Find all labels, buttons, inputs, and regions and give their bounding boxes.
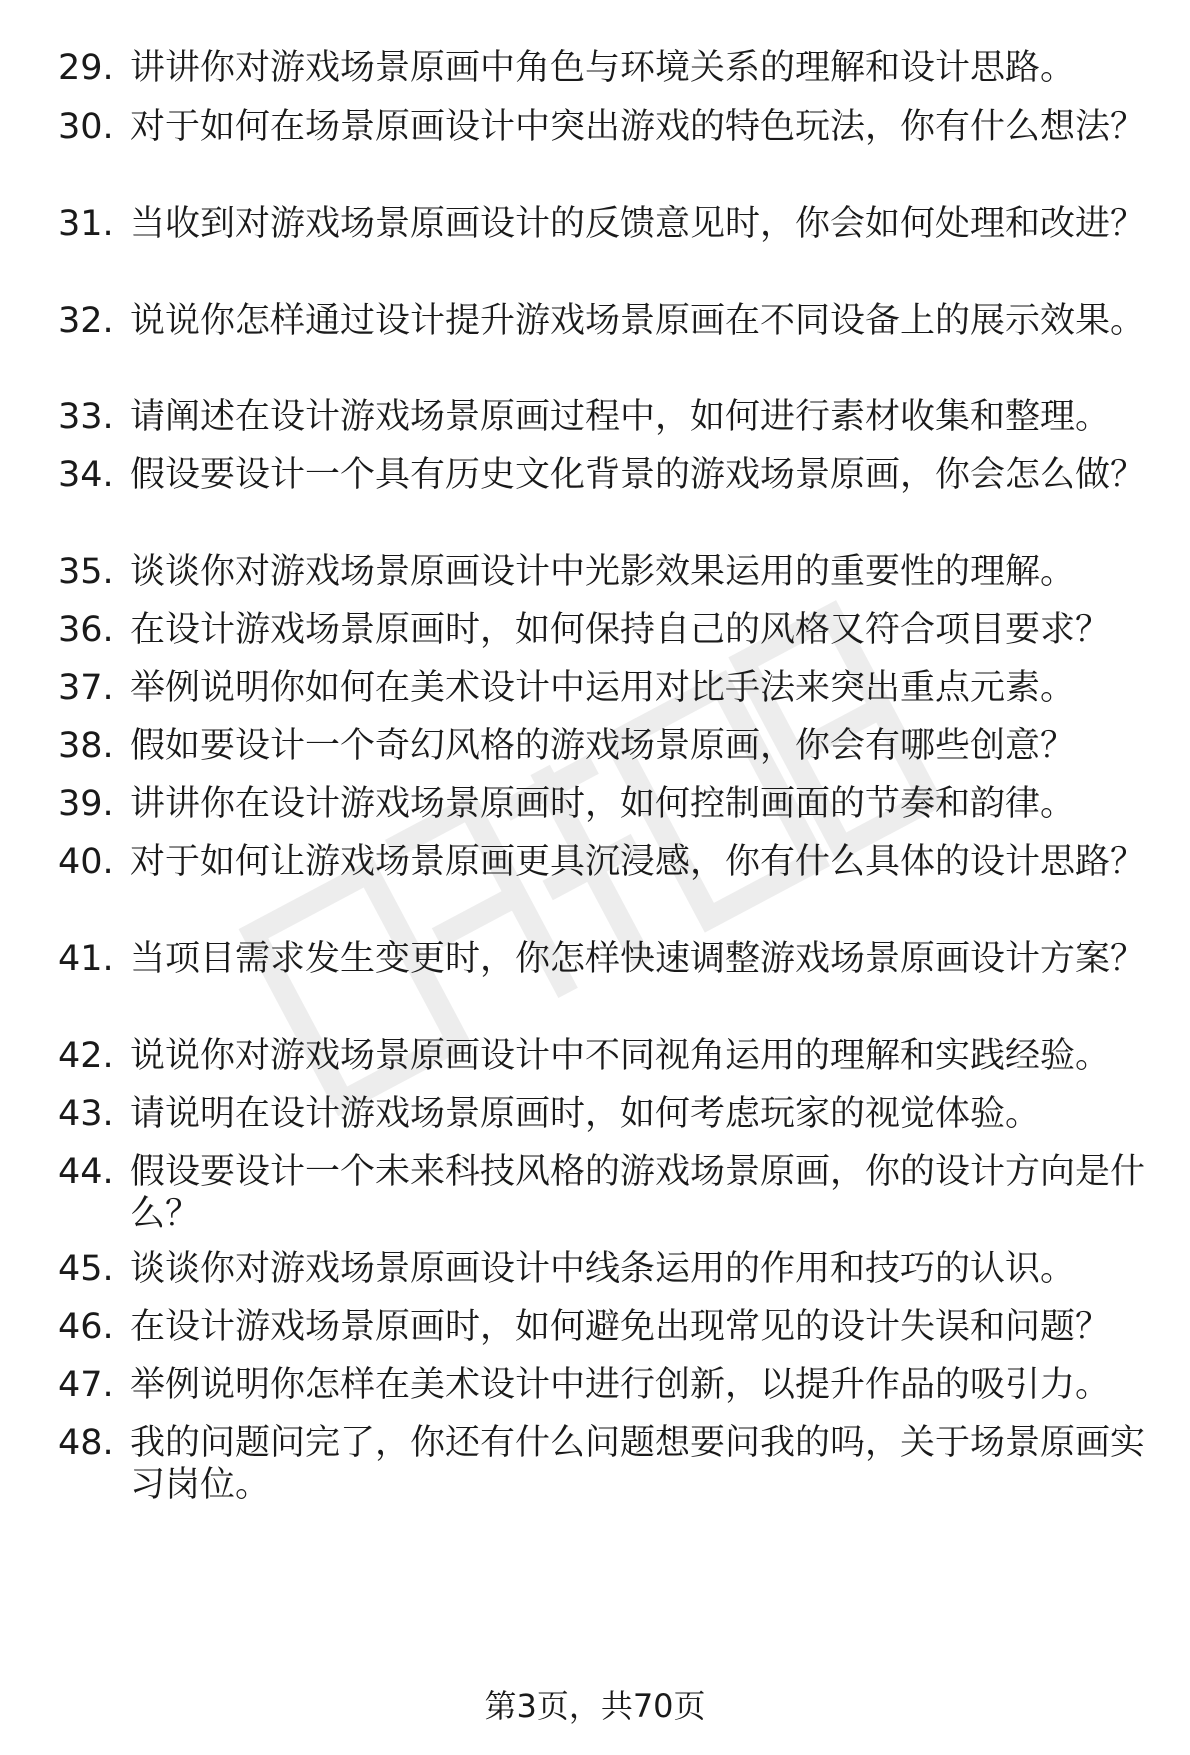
question-number: 44. <box>58 1152 114 1192</box>
question-text: 谈谈你对游戏场景原画设计中光影效果运用的重要性的理解。 <box>130 552 1076 592</box>
question-text: 当项目需求发生变更时，你怎样快速调整游戏场景原画设计方案？ <box>130 939 1146 979</box>
question-number: 40. <box>58 842 114 882</box>
question-text: 当收到对游戏场景原画设计的反馈意见时，你会如何处理和改进？ <box>130 204 1146 244</box>
question-text: 举例说明你怎样在美术设计中进行创新，以提升作品的吸引力。 <box>130 1365 1111 1405</box>
question-text: 在设计游戏场景原画时，如何避免出现常见的设计失误和问题？ <box>130 1307 1111 1347</box>
question-text: 说说你怎样通过设计提升游戏场景原画在不同设备上的展示效果。 <box>130 301 1146 341</box>
question-number: 47. <box>58 1365 114 1405</box>
question-number: 42. <box>58 1036 114 1076</box>
question-text: 请阐述在设计游戏场景原画过程中，如何进行素材收集和整理。 <box>130 397 1111 437</box>
question-text: 假如要设计一个奇幻风格的游戏场景原画，你会有哪些创意？ <box>130 726 1076 766</box>
question-number: 34. <box>58 455 114 495</box>
question-number: 46. <box>58 1307 114 1347</box>
question-text: 谈谈你对游戏场景原画设计中线条运用的作用和技巧的认识。 <box>130 1249 1076 1289</box>
question-number: 48. <box>58 1423 114 1463</box>
question-number: 41. <box>58 939 114 979</box>
question-text: 讲讲你在设计游戏场景原画时，如何控制画面的节奏和韵律。 <box>130 784 1076 824</box>
page-number: 第3页，共70页 <box>484 1687 706 1725</box>
question-number: 33. <box>58 397 114 437</box>
question-text: 假设要设计一个具有历史文化背景的游戏场景原画，你会怎么做？ <box>130 455 1146 495</box>
question-number: 31. <box>58 204 114 244</box>
question-text: 在设计游戏场景原画时，如何保持自己的风格又符合项目要求？ <box>130 610 1111 650</box>
question-number: 35. <box>58 552 114 592</box>
question-text: 举例说明你如何在美术设计中运用对比手法来突出重点元素。 <box>130 668 1076 708</box>
question-text: 说说你对游戏场景原画设计中不同视角运用的理解和实践经验。 <box>130 1036 1111 1076</box>
question-text: 请说明在设计游戏场景原画时，如何考虑玩家的视觉体验。 <box>130 1094 1041 1134</box>
question-text: 假设要设计一个未来科技风格的游戏场景原画，你的设计方向是什么？ <box>130 1152 1146 1234</box>
question-text: 讲讲你对游戏场景原画中角色与环境关系的理解和设计思路。 <box>130 48 1076 88</box>
question-number: 38. <box>58 726 114 766</box>
question-number: 39. <box>58 784 114 824</box>
question-number: 37. <box>58 668 114 708</box>
question-text: 我的问题问完了，你还有什么问题想要问我的吗，关于场景原画实习岗位。 <box>130 1423 1146 1505</box>
question-number: 43. <box>58 1094 114 1134</box>
question-number: 36. <box>58 610 114 650</box>
question-number: 29. <box>58 48 114 88</box>
question-number: 45. <box>58 1249 114 1289</box>
question-number: 32. <box>58 301 114 341</box>
question-text: 对于如何让游戏场景原画更具沉浸感，你有什么具体的设计思路？ <box>130 842 1146 882</box>
question-number: 30. <box>58 107 114 147</box>
question-text: 对于如何在场景原画设计中突出游戏的特色玩法，你有什么想法？ <box>130 107 1146 147</box>
